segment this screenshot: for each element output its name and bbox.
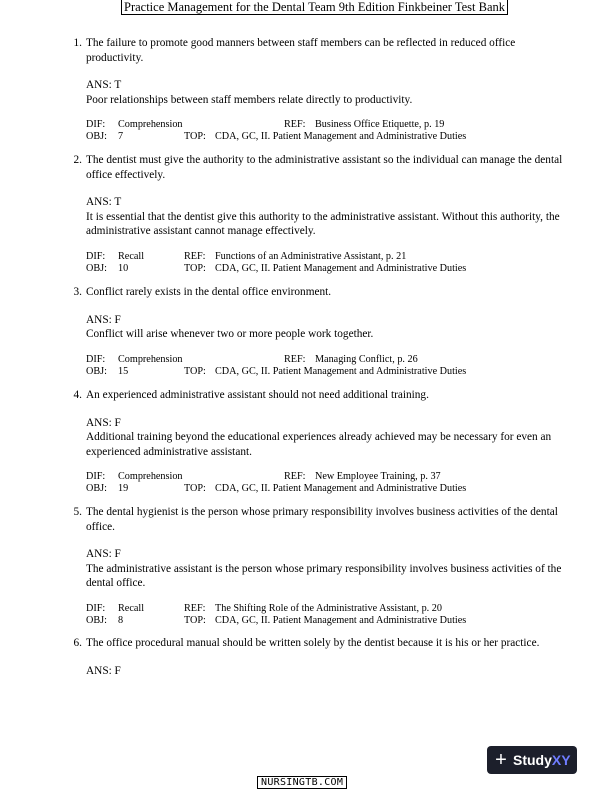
question-item: [73, 285, 564, 378]
question-number: 3.: [73, 286, 82, 298]
question-number: 5.: [73, 506, 82, 518]
question-number: 4.: [73, 389, 82, 401]
answer-key: ANS: F: [86, 416, 121, 429]
top-value: CDA, GC, II. Patient Management and Administrative Duties: [215, 262, 467, 274]
top-label: TOP:: [184, 365, 206, 377]
answer-rationale: The administrative assistant is the person whose primary responsibility involves business activities of the dental office.: [86, 562, 562, 589]
ref-label: REF:: [184, 250, 206, 262]
question-text: The dentist must give the authority to the administrative assistant so the individual can manage the dental office effectively.: [86, 154, 563, 181]
top-label: TOP:: [184, 262, 206, 274]
footer-watermark: NURSINGTB.COM: [257, 776, 347, 789]
ref-label: REF:: [284, 119, 306, 130]
dif-label: DIF:: [86, 119, 106, 130]
dif-label: DIF:: [86, 602, 106, 614]
dif-value: Recall: [118, 602, 145, 614]
top-value: CDA, GC, II. Patient Management and Administrative Duties: [215, 365, 467, 377]
top-value: CDA, GC, II. Patient Management and Administrative Duties: [215, 483, 467, 494]
question-number: 6.: [73, 637, 82, 649]
question-text: An experienced administrative assistant should not need additional training.: [86, 389, 429, 401]
answer-rationale: Conflict will arise whenever two or more people work together.: [86, 328, 374, 340]
obj-value: 7: [118, 131, 124, 142]
question-text: The dental hygienist is the person whose primary responsibility involves business activities of the dental office.: [86, 506, 558, 533]
ref-value: Functions of an Administrative Assistant, p. 21: [215, 250, 407, 262]
dif-value: Comprehension: [118, 471, 183, 482]
answer-rationale: It is essential that the dentist give this authority to the administrative assistant. Without this authority, the administrative assistant cannot manage effectively.: [86, 210, 560, 237]
studyxy-badge[interactable]: [487, 746, 577, 774]
answer-rationale: Poor relationships between staff members relate directly to productivity.: [86, 93, 413, 106]
dif-label: DIF:: [86, 471, 106, 482]
question-text: The office procedural manual should be written solely by the dentist because it is his or her practice.: [86, 637, 540, 649]
dif-value: Comprehension: [118, 119, 183, 130]
badge-brand-accent: XY: [551, 752, 571, 768]
answer-key: ANS: T: [86, 196, 122, 208]
question-item: [73, 36, 564, 143]
question-text: Conflict rarely exists in the dental office environment.: [86, 286, 332, 298]
question-metadata: [86, 471, 564, 495]
obj-label: OBJ:: [86, 483, 107, 494]
dif-value: Comprehension: [118, 353, 183, 365]
ref-value: Managing Conflict, p. 26: [315, 353, 418, 365]
ref-value: New Employee Training, p. 37: [315, 471, 441, 482]
question-item: [73, 153, 564, 275]
dif-value: Recall: [118, 250, 145, 262]
answer-rationale: Additional training beyond the educational experiences already achieved may be necessary for even an experienced administrative assistant.: [86, 431, 552, 458]
question-metadata: [86, 251, 564, 275]
obj-label: OBJ:: [86, 365, 107, 377]
answer-key: ANS: F: [86, 313, 121, 326]
question-metadata: [86, 119, 564, 143]
top-value: CDA, GC, II. Patient Management and Administrative Duties: [215, 614, 467, 626]
question-metadata: [86, 603, 564, 627]
ref-label: REF:: [284, 471, 306, 482]
question-item: [73, 505, 564, 627]
plus-icon: +: [495, 749, 507, 771]
top-label: TOP:: [184, 614, 206, 626]
document-header: Practice Management for the Dental Team 9th Edition Finkbeiner Test Bank: [121, 0, 508, 15]
question-number: 1.: [73, 37, 82, 49]
question-number: 2.: [73, 154, 82, 166]
badge-brand: StudyXY: [513, 752, 571, 768]
question-text: The failure to promote good manners between staff members can be reflected in reduced office productivity.: [86, 37, 516, 64]
obj-value: 19: [118, 483, 129, 494]
ref-label: REF:: [284, 353, 306, 365]
dif-label: DIF:: [86, 353, 106, 365]
answer-key: ANS: F: [86, 664, 121, 677]
top-label: TOP:: [184, 483, 206, 494]
question-metadata: [86, 354, 564, 378]
obj-value: 8: [118, 614, 124, 626]
ref-value: The Shifting Role of the Administrative Assistant, p. 20: [215, 602, 442, 614]
obj-label: OBJ:: [86, 131, 107, 142]
obj-value: 10: [118, 262, 129, 274]
top-label: TOP:: [184, 131, 206, 142]
dif-label: DIF:: [86, 250, 106, 262]
question-item: [73, 388, 564, 495]
top-value: CDA, GC, II. Patient Management and Administrative Duties: [215, 131, 467, 142]
ref-label: REF:: [184, 602, 206, 614]
obj-label: OBJ:: [86, 262, 107, 274]
question-item: [73, 636, 564, 678]
answer-key: ANS: T: [86, 79, 122, 91]
obj-value: 15: [118, 365, 129, 377]
answer-key: ANS: F: [86, 548, 121, 560]
ref-value: Business Office Etiquette, p. 19: [315, 119, 445, 130]
obj-label: OBJ:: [86, 614, 107, 626]
